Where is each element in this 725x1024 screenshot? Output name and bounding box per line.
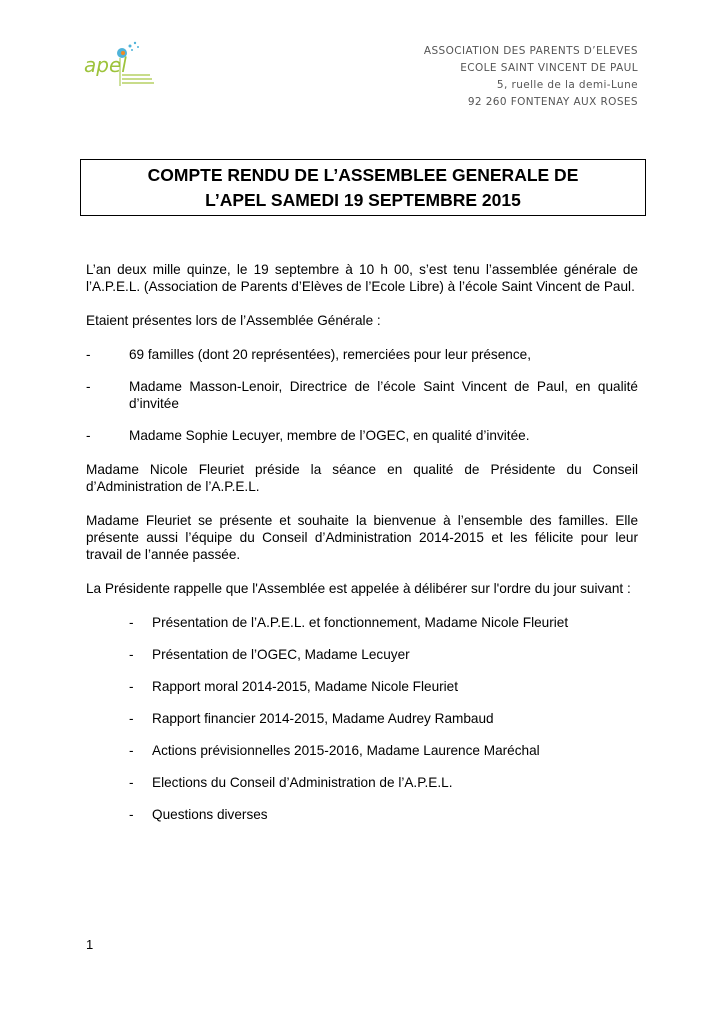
agenda-text: Présentation de l’A.P.E.L. et fonctionnement, Madame Nicole Fleuriet [152,615,569,630]
agenda-item [86,742,638,759]
paragraph: L’an deux mille quinze, le 19 septembre à 10 h 00, s’est tenu l’assemblée générale de l’A.P.E.L. (Association de Parents d’Elèves de l’Ecole Libre) à l’école Saint Vincent de Paul. [86,262,638,294]
paragraph: La Présidente rappelle que l'Assemblée est appelée à délibérer sur l'ordre du jour suivant : [86,581,631,596]
bullet: - [129,679,134,694]
header-line: 5, ruelle de la demi-Lune [496,79,638,91]
agenda-item [86,806,638,823]
list-text: Madame Masson-Lenoir, Directrice de l’école Saint Vincent de Paul, en qualité d’invitée [129,379,638,411]
header-line: 92 260 FONTENAY AUX ROSES [467,96,638,108]
agenda-text: Rapport moral 2014-2015, Madame Nicole Fleuriet [152,679,459,694]
apel-logo [78,36,158,96]
title-line: L’APEL SAMEDI 19 SEPTEMBRE 2015 [205,189,521,210]
bullet: - [86,428,91,443]
agenda-item [86,774,638,791]
paragraph: Etaient présentes lors de l’Assemblée Générale : [86,313,381,328]
list-text: 69 familles (dont 20 représentées), remerciées pour leur présence, [129,347,531,362]
agenda-item [86,678,638,695]
agenda-item [86,646,638,663]
bullet: - [129,647,134,662]
bullet: - [86,379,91,394]
paragraph: Madame Nicole Fleuriet préside la séance en qualité de Présidente du Conseil d’Administration de l’A.P.E.L. [86,462,638,494]
agenda-text: Actions prévisionnelles 2015-2016, Madame Laurence Maréchal [152,743,540,758]
bullet: - [86,347,91,362]
agenda-text: Questions diverses [152,807,268,822]
list-item [86,378,638,412]
list-item [86,427,638,444]
bullet: - [129,775,134,790]
bullet: - [129,615,134,630]
agenda-item [86,710,638,727]
logo-text: apel [84,53,127,77]
header-line: ASSOCIATION DES PARENTS D’ELEVES [423,45,638,57]
list-item [86,346,638,363]
list-text: Madame Sophie Lecuyer, membre de l’OGEC, en qualité d’invitée. [129,428,530,443]
agenda-item [86,614,638,631]
header-line: ECOLE SAINT VINCENT DE PAUL [460,62,638,74]
document-title [80,159,646,216]
page-number: 1 [86,937,94,952]
association-address [424,43,638,111]
bullet: - [129,711,134,726]
agenda-text: Rapport financier 2014-2015, Madame Audrey Rambaud [152,711,494,726]
document-body [86,261,638,838]
agenda-text: Elections du Conseil d’Administration de l’A.P.E.L. [152,775,453,790]
bullet: - [129,743,134,758]
agenda-text: Présentation de l’OGEC, Madame Lecuyer [152,647,410,662]
title-line: COMPTE RENDU DE L’ASSEMBLEE GENERALE DE [147,164,579,185]
paragraph: Madame Fleuriet se présente et souhaite la bienvenue à l’ensemble des familles. Elle présente aussi l’équipe du Conseil d’Administration 2014-2015 et les félicite pour leur travail de l’année passée. [86,513,638,562]
bullet: - [129,807,134,822]
